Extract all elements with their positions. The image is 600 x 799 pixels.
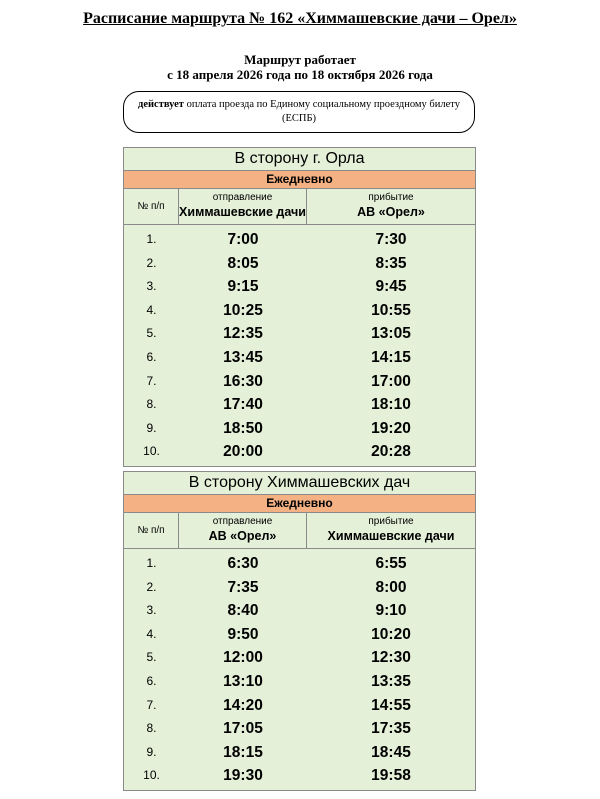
direction-title: В сторону Химмашевских дач xyxy=(124,472,475,495)
row-number: 1. xyxy=(146,232,157,246)
row-number: 2. xyxy=(146,255,157,270)
row-number: 9. xyxy=(146,420,157,435)
departure-time: 18:15 xyxy=(223,743,263,761)
arrival-time: 20:28 xyxy=(371,443,411,461)
arrival-time: 18:10 xyxy=(371,396,411,414)
arrival-time: 14:55 xyxy=(371,696,411,714)
days-label: Ежедневно xyxy=(124,171,475,189)
departure-time: 12:35 xyxy=(223,325,263,343)
departure-label: отправление xyxy=(212,192,273,203)
page-title: Расписание маршрута № 162 «Химмашевские дачи – Орел» xyxy=(83,10,517,27)
departure-time: 19:30 xyxy=(223,767,263,785)
table-row xyxy=(124,623,475,647)
departure-time: 17:05 xyxy=(223,720,263,738)
table-row xyxy=(124,322,475,346)
col-arrival-header xyxy=(307,513,475,548)
table-row xyxy=(124,552,475,576)
row-number: 7. xyxy=(146,697,157,712)
table-row xyxy=(124,393,475,417)
arrival-time: 13:05 xyxy=(371,325,411,343)
arrival-time: 10:20 xyxy=(371,625,411,643)
table-row xyxy=(124,576,475,600)
departure-stop: АВ «Орел» xyxy=(208,529,277,543)
row-number: 5. xyxy=(146,650,157,665)
arrival-time: 12:30 xyxy=(371,649,411,667)
table-row xyxy=(124,670,475,694)
departure-time: 9:15 xyxy=(227,278,259,296)
col-number-header: № п/п xyxy=(124,513,179,548)
departure-label: отправление xyxy=(212,516,273,527)
table-row xyxy=(124,228,475,252)
departure-time: 20:00 xyxy=(223,443,263,461)
table-row xyxy=(124,299,475,323)
row-number: 6. xyxy=(146,673,157,688)
arrival-time: 18:45 xyxy=(371,743,411,761)
row-number: 5. xyxy=(146,326,157,341)
arrival-time: 6:55 xyxy=(375,555,407,572)
table-body xyxy=(124,549,475,790)
operating-heading: Маршрут работает xyxy=(244,52,356,67)
arrival-stop: Химмашевские дачи xyxy=(327,529,455,543)
row-number: 4. xyxy=(146,626,157,641)
col-departure-header xyxy=(179,513,307,548)
departure-time: 7:35 xyxy=(227,578,259,596)
departure-time: 16:30 xyxy=(223,372,263,390)
row-number: 6. xyxy=(146,349,157,364)
table-header xyxy=(124,189,475,225)
table-row xyxy=(124,741,475,765)
row-number: 8. xyxy=(146,721,157,736)
row-number: 10. xyxy=(143,444,160,459)
direction-title: В сторону г. Орла xyxy=(124,148,475,171)
arrival-stop: АВ «Орел» xyxy=(357,205,425,219)
departure-time: 13:45 xyxy=(223,348,263,366)
arrival-time: 8:35 xyxy=(375,254,407,272)
departure-time: 6:30 xyxy=(227,555,259,572)
table-row xyxy=(124,275,475,299)
arrival-time: 17:35 xyxy=(371,720,411,738)
departure-stop: Химмашевские дачи xyxy=(179,205,306,219)
table-row xyxy=(124,646,475,670)
departure-time: 7:00 xyxy=(227,231,259,248)
row-number: 3. xyxy=(146,603,157,618)
row-number: 10. xyxy=(143,768,160,783)
table-row xyxy=(124,717,475,741)
arrival-time: 10:55 xyxy=(371,301,411,319)
arrival-label: прибытие xyxy=(368,192,414,203)
departure-time: 12:00 xyxy=(223,649,263,667)
arrival-time: 9:45 xyxy=(375,278,407,296)
arrival-time: 19:58 xyxy=(371,767,411,785)
row-number: 2. xyxy=(146,579,157,594)
departure-time: 18:50 xyxy=(223,419,263,437)
table-header xyxy=(124,513,475,549)
departure-time: 9:50 xyxy=(227,625,259,643)
row-number: 7. xyxy=(146,373,157,388)
table-row xyxy=(124,370,475,394)
arrival-time: 13:35 xyxy=(371,672,411,690)
table-row xyxy=(124,252,475,276)
notice-text: оплата проезда по Единому социальному проездному билету (ЕСПБ) xyxy=(183,99,460,124)
departure-time: 14:20 xyxy=(223,696,263,714)
row-number: 4. xyxy=(146,302,157,317)
departure-time: 8:05 xyxy=(227,254,259,272)
table-row xyxy=(124,599,475,623)
table-row xyxy=(124,417,475,441)
table-body xyxy=(124,225,475,466)
departure-time: 10:25 xyxy=(223,301,263,319)
table-row xyxy=(124,764,475,788)
notice-bold: действует xyxy=(138,99,184,110)
arrival-time: 9:10 xyxy=(375,602,407,620)
row-number: 3. xyxy=(146,279,157,294)
table-row xyxy=(124,440,475,464)
col-number-header: № п/п xyxy=(124,189,179,224)
schedule-to-orel xyxy=(123,147,476,467)
col-departure-header xyxy=(179,189,307,224)
departure-time: 8:40 xyxy=(227,602,259,620)
arrival-label: прибытие xyxy=(368,516,414,527)
row-number: 8. xyxy=(146,397,157,412)
arrival-time: 14:15 xyxy=(371,348,411,366)
col-arrival-header xyxy=(307,189,475,224)
row-number: 1. xyxy=(146,556,157,570)
arrival-time: 8:00 xyxy=(375,578,407,596)
arrival-time: 17:00 xyxy=(371,372,411,390)
payment-notice xyxy=(123,91,475,133)
table-row xyxy=(124,346,475,370)
schedule-to-khimmash xyxy=(123,471,476,791)
table-row xyxy=(124,694,475,718)
arrival-time: 19:20 xyxy=(371,419,411,437)
days-label: Ежедневно xyxy=(124,495,475,513)
row-number: 9. xyxy=(146,744,157,759)
operating-period: с 18 апреля 2026 года по 18 октября 2026 года xyxy=(167,67,433,82)
departure-time: 17:40 xyxy=(223,396,263,414)
departure-time: 13:10 xyxy=(223,672,263,690)
arrival-time: 7:30 xyxy=(375,231,407,248)
